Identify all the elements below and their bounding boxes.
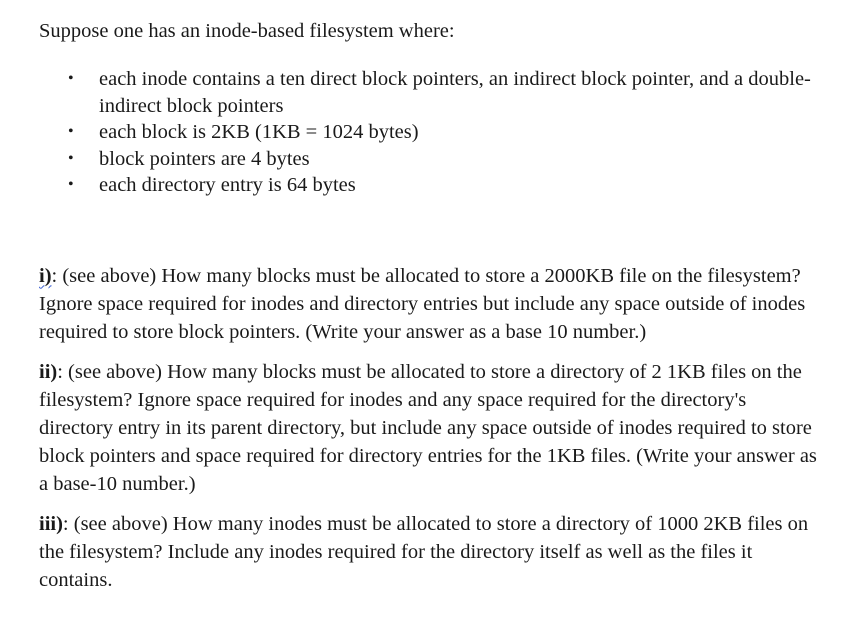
bullet-icon: • (68, 123, 74, 140)
intro-paragraph: Suppose one has an inode-based filesystem where: (39, 20, 455, 42)
question-1-label: i) (39, 264, 52, 287)
condition-item (39, 146, 819, 173)
bullet-icon: • (68, 149, 74, 167)
condition-item (39, 172, 819, 199)
condition-item (39, 66, 819, 119)
bullet-icon: • (68, 70, 74, 87)
question-3-label: iii) (39, 512, 63, 535)
bullet-icon: • (68, 176, 74, 193)
condition-item (39, 119, 819, 146)
question-2-label: ii) (39, 360, 58, 383)
condition-text: block pointers are 4 bytes (99, 147, 310, 170)
condition-text: each inode contains a ten direct block pointers, an indirect block pointer, and a double-indirect block pointers (99, 68, 811, 117)
condition-text: each directory entry is 64 bytes (99, 174, 356, 196)
document-page (39, 17, 829, 594)
question-2 (39, 358, 819, 498)
question-1-text: : (see above) How many blocks must be allocated to store a 2000KB file on the filesystem? Ignore space required for inodes and directory entries but include any space outside of inodes required to store block pointers. (Write your answer as a base 10 number.) (39, 264, 806, 343)
question-1 (39, 262, 819, 346)
question-2-text: : (see above) How many blocks must be allocated to store a directory of 2 1KB files on the filesystem? Ignore space required for inodes and any space required for the directory's directory entry in its parent directory, but include any space outside of inodes required to store block pointers and space required for directory entries for the 1KB files. (Write your answer as a base-10 number.) (39, 360, 817, 495)
conditions-list (39, 66, 829, 199)
condition-text: each block is 2KB (1KB = 1024 bytes) (99, 121, 419, 143)
question-3 (39, 510, 819, 594)
question-3-text: : (see above) How many inodes must be allocated to store a directory of 1000 2KB files on the filesystem? Include any inodes required for the directory itself as well as the files it contains. (39, 512, 809, 591)
